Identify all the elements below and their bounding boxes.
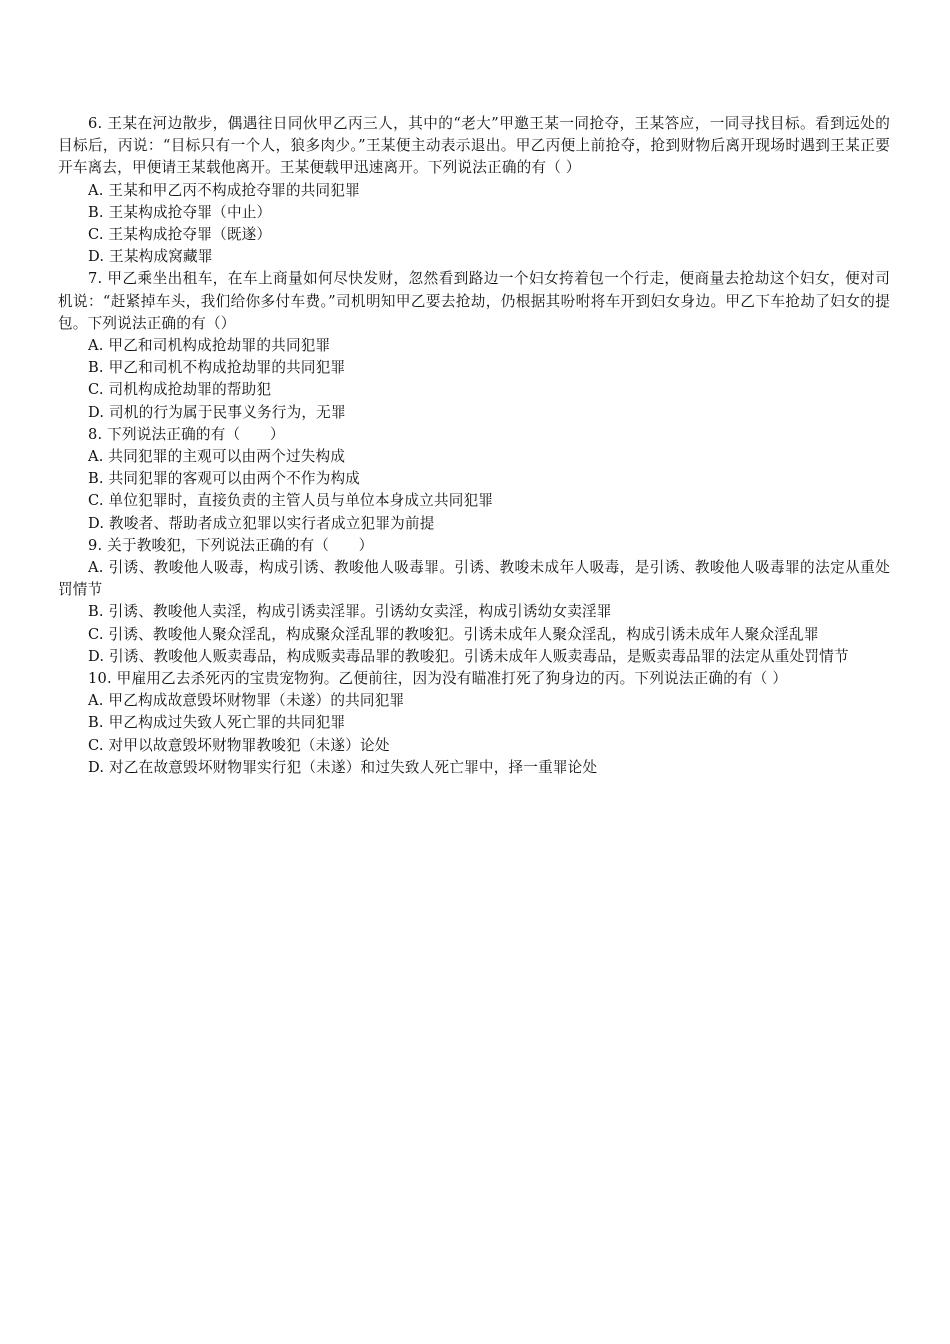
question-7-option-d: D. 司机的行为属于民事义务行为，无罪 [88, 403, 346, 421]
question-6-option-d: D. 王某构成窝藏罪 [88, 248, 213, 266]
question-6-stem: 6. 王某在河边散步，偶遇往日同伙甲乙丙三人，其中的“老大”甲邀王某一同抢夺，王某答应，一同寻找目标。看到远处的目标后，丙说：“目标只有一个人，狼多肉少。”王某便主动表示退出。甲乙丙便上前抢夺，抢到财物后离开现场时遇到王某正要开车离去，甲便请王某载他离开。王某便载甲迅速离开。下列说法正确的有（ ） [58, 115, 890, 177]
question-7-stem: 7. 甲乙乘坐出租车，在车上商量如何尽快发财，忽然看到路边一个妇女挎着包一个行走，便商量去抢劫这个妇女，便对司机说：“赶紧掉车头，我们给你多付车费。”司机明知甲乙要去抢劫，仍根据其吩咐将车开到妇女身边。甲乙下车抢劫了妇女的提包。下列说法正确的有（） [58, 270, 890, 332]
question-9-option-c: C. 引诱、教唆他人聚众淫乱，构成聚众淫乱罪的教唆犯。引诱未成年人聚众淫乱，构成引诱未成年人聚众淫乱罪 [88, 625, 819, 643]
question-9-option-a: A. 引诱、教唆他人吸毒，构成引诱、教唆他人吸毒罪。引诱、教唆未成年人吸毒，是引诱、教唆他人吸毒罪的法定从重处罚情节 [58, 559, 890, 599]
question-7-option-a: A. 甲乙和司机构成抢劫罪的共同犯罪 [88, 337, 331, 355]
question-9-option-d: D. 引诱、教唆他人贩卖毒品，构成贩卖毒品罪的教唆犯。引诱未成年人贩卖毒品，是贩卖毒品罪的法定从重处罚情节 [88, 647, 849, 665]
question-10-option-c: C. 对甲以故意毁坏财物罪教唆犯（未遂）论处 [88, 736, 390, 754]
question-8-option-d: D. 教唆者、帮助者成立犯罪以实行者成立犯罪为前提 [88, 514, 435, 532]
question-8-option-c: C. 单位犯罪时，直接负责的主管人员与单位本身成立共同犯罪 [88, 492, 494, 510]
question-6-option-a: A. 王某和甲乙丙不构成抢夺罪的共同犯罪 [88, 181, 360, 199]
question-8-stem: 8. 下列说法正确的有（ ） [88, 425, 285, 443]
question-list [58, 113, 890, 779]
question-8-option-b: B. 共同犯罪的客观可以由两个不作为构成 [88, 470, 361, 488]
question-7-option-c: C. 司机构成抢劫罪的帮助犯 [88, 381, 272, 399]
question-9-option-b: B. 引诱、教唆他人卖淫，构成引诱卖淫罪。引诱幼女卖淫，构成引诱幼女卖淫罪 [88, 603, 612, 621]
question-6-option-c: C. 王某构成抢夺罪（既遂） [88, 226, 272, 244]
question-10-option-d: D. 对乙在故意毁坏财物罪实行犯（未遂）和过失致人死亡罪中，择一重罪论处 [88, 758, 598, 776]
question-9-stem: 9. 关于教唆犯，下列说法正确的有（ ） [88, 536, 374, 554]
question-10-option-b: B. 甲乙构成过失致人死亡罪的共同犯罪 [88, 714, 346, 732]
question-10-option-a: A. 甲乙构成故意毁坏财物罪（未遂）的共同犯罪 [88, 692, 405, 710]
question-7-option-b: B. 甲乙和司机不构成抢劫罪的共同犯罪 [88, 359, 346, 377]
question-6-option-b: B. 王某构成抢夺罪（中止） [88, 203, 272, 221]
question-8-option-a: A. 共同犯罪的主观可以由两个过失构成 [88, 448, 346, 466]
question-10-stem: 10. 甲雇用乙去杀死丙的宝贵宠物狗。乙便前往，因为没有瞄准打死了狗身边的丙。下列说法正确的有（ ） [88, 670, 788, 688]
